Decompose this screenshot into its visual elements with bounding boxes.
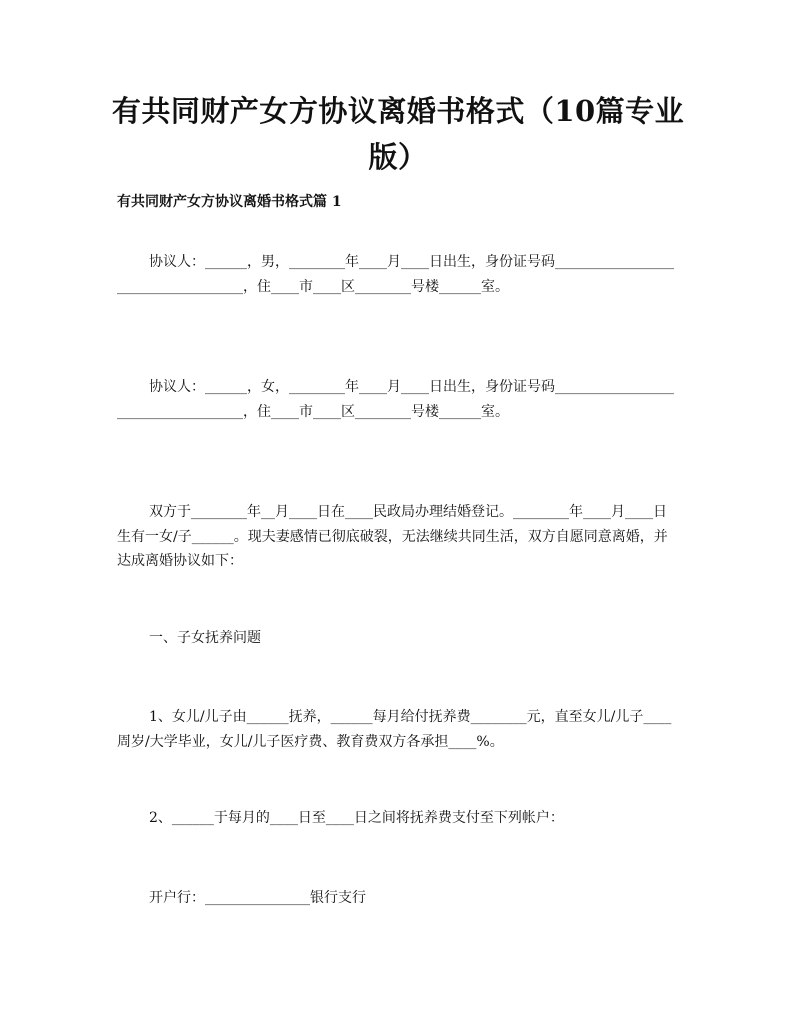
document-title: 有共同财产女方协议离婚书格式（10篇专业版）: [111, 94, 685, 174]
paragraph-child-custody-heading: 一、子女抚养问题: [149, 630, 261, 646]
paragraph-bank-branch: 开户行：_______________银行支行: [149, 890, 366, 906]
paragraph-party-male: 协议人：______，男，________年____月____日出生，身份证号码___________________________________，住____市____区________号楼______室。: [117, 254, 674, 295]
paragraph-party-female: 协议人：______，女，________年____月____日出生，身份证号码___________________________________，住____市____区________号楼______室。: [117, 379, 674, 420]
paragraph-custody-item-2: 2、______于每月的____日至____日之间将抚养费支付至下列帐户：: [149, 810, 564, 826]
section-heading: 有共同财产女方协议离婚书格式篇 1: [117, 194, 342, 210]
paragraph-marriage-statement: 双方于________年__月____日在____民政局办理结婚登记。________年____月____日生有一女/子______。现夫妻感情已彻底破裂，无法继续共同生活，双方自愿同意离婚，并达成离婚协议如下：: [117, 504, 668, 569]
paragraph-custody-item-1: 1、女儿/儿子由______抚养，______每月给付抚养费________元，直至女儿/儿子____周岁/大学毕业，女儿/儿子医疗费、教育费双方各承担____%。: [117, 709, 672, 750]
